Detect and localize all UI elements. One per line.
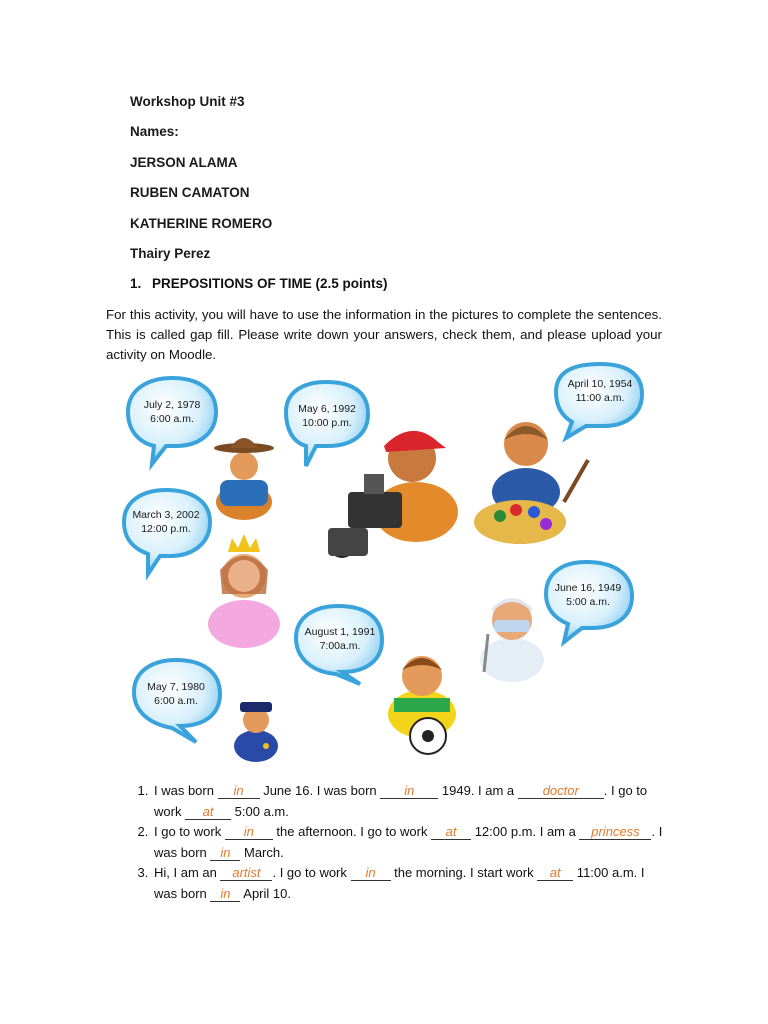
- workshop-title: Workshop Unit #3: [130, 94, 245, 109]
- bubble-time: 11:00 a.m.: [575, 392, 625, 404]
- speech-bubble: [556, 364, 642, 438]
- bubble-date: April 10, 1954: [567, 378, 633, 390]
- answer-blank[interactable]: in: [380, 783, 438, 799]
- answer-blank[interactable]: in: [210, 845, 240, 861]
- answer-blank[interactable]: princess: [579, 824, 651, 840]
- bubble-date: August 1, 1991: [304, 626, 376, 638]
- student-name: RUBEN CAMATON: [130, 185, 250, 200]
- princess-icon: [208, 534, 280, 648]
- cowboy-icon: [214, 438, 274, 520]
- answer-blank[interactable]: at: [185, 804, 231, 820]
- speech-bubble: [286, 382, 368, 466]
- speech-bubble: [134, 660, 220, 742]
- exercise-item: 2. I go to work in the afternoon. I go to work at 12:00 p.m. I am a princess . I was born in March.: [152, 822, 668, 863]
- answer-blank[interactable]: at: [431, 824, 471, 840]
- cameraman-icon: [328, 431, 458, 558]
- answer-blank[interactable]: artist: [220, 865, 272, 881]
- bubble-time: 10:00 p.m.: [302, 417, 352, 429]
- bubble-date: May 6, 1992: [298, 403, 356, 415]
- answer-blank[interactable]: doctor: [518, 783, 604, 799]
- answer-blank[interactable]: in: [218, 783, 260, 799]
- bubble-time: 6:00 a.m.: [150, 413, 194, 425]
- illustration: [116, 362, 660, 774]
- answer-blank[interactable]: in: [210, 886, 240, 902]
- bubble-date: May 7, 1980: [147, 681, 205, 693]
- answer-blank[interactable]: in: [351, 865, 391, 881]
- bubble-time: 5:00 a.m.: [566, 596, 610, 608]
- bubble-date: March 3, 2002: [132, 509, 200, 521]
- soccer-player-icon: [388, 656, 456, 754]
- exercise-item: 1. I was born in June 16. I was born in 1949. I am a doctor . I go to work at 5:00 a.m.: [152, 781, 668, 822]
- bubble-date: July 2, 1978: [143, 399, 201, 411]
- bubble-time: 7:00a.m.: [319, 640, 361, 652]
- speech-bubble: [124, 490, 210, 574]
- speech-bubble: [296, 606, 382, 684]
- bubble-time: 12:00 p.m.: [141, 523, 191, 535]
- bubble-date: June 16, 1949: [554, 582, 622, 594]
- student-name: Thairy Perez: [130, 246, 211, 261]
- section-heading: [130, 276, 388, 291]
- speech-bubble: [128, 378, 216, 464]
- police-officer-icon: [234, 702, 278, 762]
- answer-blank[interactable]: in: [225, 824, 273, 840]
- names-label: Names:: [130, 124, 179, 139]
- exercise-list: [128, 781, 668, 904]
- artist-icon: [474, 422, 588, 544]
- bubble-time: 6:00 a.m.: [154, 695, 198, 707]
- instructions-paragraph: For this activity, you will have to use the information in the pictures to complete the sentences. This is called gap fill. Please write down your answers, check them, and please upload your activity on Moodle.: [106, 307, 662, 362]
- student-name: JERSON ALAMA: [130, 155, 238, 170]
- exercise-item: 3. Hi, I am an artist . I go to work in the morning. I start work at 11:00 a.m. I was born in April 10.: [152, 863, 668, 904]
- section-number: 1.: [130, 276, 142, 291]
- speech-bubble: [546, 562, 632, 642]
- section-title: PREPOSITIONS OF TIME (2.5 points): [152, 276, 388, 291]
- doctor-icon: [480, 598, 544, 682]
- answer-blank[interactable]: at: [537, 865, 573, 881]
- student-name: KATHERINE ROMERO: [130, 216, 273, 231]
